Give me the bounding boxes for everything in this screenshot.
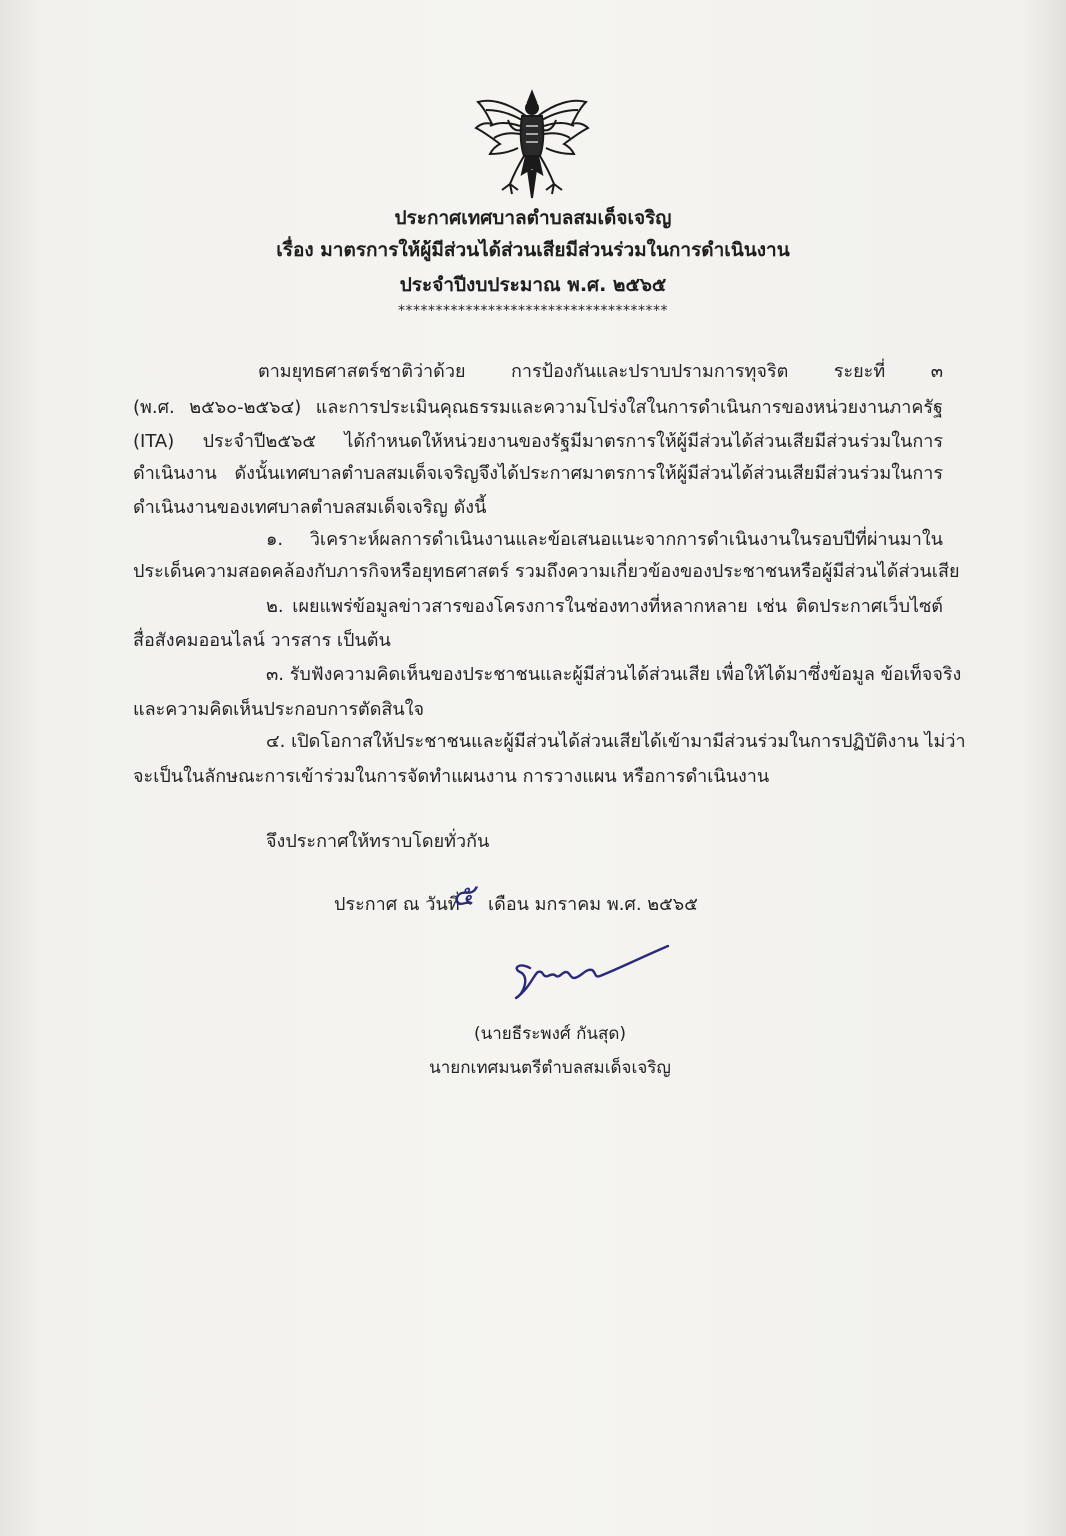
closing-statement: จึงประกาศให้ทราบโดยทั่วกัน	[266, 831, 490, 852]
measure-item: ๔. เปิดโอกาสให้ประชาชนและผู้มีส่วนได้ส่วนเสียได้เข้ามามีส่วนร่วมในการปฏิบัติงาน ไม่ว่า	[266, 731, 966, 752]
body-line: ตามยุทธศาสตร์ชาติว่าด้วย การป้องกันและปราบปรามการทุจริต ระยะที่ ๓	[258, 361, 943, 382]
body-line: ดำเนินงาน ดังนั้นเทศบาลตำบลสมเด็จเจริญจึงได้ประกาศมาตรการให้ผู้มีส่วนได้ส่วนเสียมีส่วนร่วมในการ	[133, 463, 943, 484]
body-line: จะเป็นในลักษณะการเข้าร่วมในการจัดทำแผนงาน การวางแผน หรือการดำเนินงาน	[133, 766, 770, 787]
body-line: ประเด็นความสอดคล้องกับภารกิจหรือยุทธศาสตร์ รวมถึงความเกี่ยวข้องของประชาชนหรือผู้มีส่วนได้ส่วนเสีย	[133, 561, 960, 582]
signatory-position: นายกเทศมนตรีตำบลสมเด็จเจริญ	[429, 1058, 671, 1078]
separator-stars: ************************************	[398, 303, 668, 319]
date-prefix: ประกาศ ณ วันที่	[334, 894, 460, 915]
announcement-title: ประกาศเทศบาลตำบลสมเด็จเจริญ	[394, 207, 672, 229]
date-suffix: เดือน มกราคม พ.ศ. ๒๕๖๕	[488, 894, 698, 915]
garuda-emblem-icon	[470, 86, 594, 204]
body-line: และความคิดเห็นประกอบการตัดสินใจ	[133, 699, 425, 720]
announcement-fiscal-year: ประจำปีงบประมาณ พ.ศ. ๒๕๖๕	[399, 274, 667, 296]
body-line: (พ.ศ. ๒๕๖๐-๒๕๖๔) และการประเมินคุณธรรมและความโปร่งใสในการดำเนินการของหน่วยงานภาครัฐ	[133, 397, 943, 418]
handwritten-day: ๕	[452, 878, 475, 913]
signature-mark	[490, 938, 690, 1018]
signatory-name: (นายธีระพงศ์ กันสุด)	[473, 1024, 627, 1044]
announcement-subject: เรื่อง มาตรการให้ผู้มีส่วนได้ส่วนเสียมีส่วนร่วมในการดำเนินงาน	[276, 239, 790, 261]
body-line: (ITA) ประจำปี๒๕๖๕ ได้กำหนดให้หน่วยงานของรัฐมีมาตรการให้ผู้มีส่วนได้ส่วนเสียมีส่วนร่วมในการ	[133, 431, 943, 452]
measure-item: ๓. รับฟังความคิดเห็นของประชาชนและผู้มีส่วนได้ส่วนเสีย เพื่อให้ได้มาซึ่งข้อมูล ข้อเท็จจริง	[266, 664, 962, 685]
body-line: สื่อสังคมออนไลน์ วารสาร เป็นต้น	[133, 630, 391, 651]
measure-item: ๒. เผยแพร่ข้อมูลข่าวสารของโครงการในช่องทางที่หลากหลาย เช่น ติดประกาศเว็บไซต์	[266, 596, 943, 617]
body-line: ดำเนินงานของเทศบาลตำบลสมเด็จเจริญ ดังนี้	[133, 497, 487, 518]
measure-item: ๑. วิเคราะห์ผลการดำเนินงานและข้อเสนอแนะจากการดำเนินงานในรอบปีที่ผ่านมาใน	[266, 529, 943, 550]
